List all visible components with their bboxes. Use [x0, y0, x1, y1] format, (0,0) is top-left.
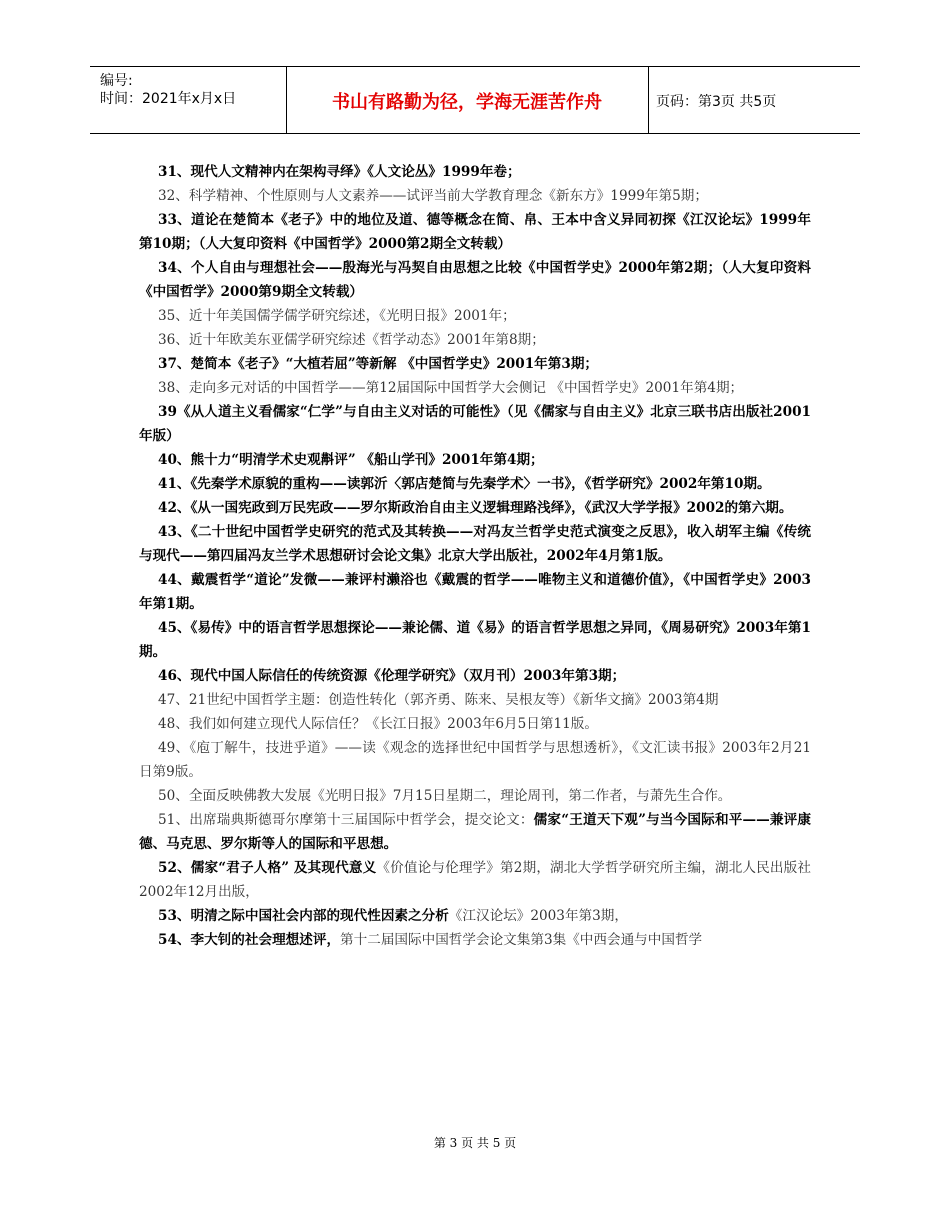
list-item: 34、个人自由与理想社会——殷海光与冯契自由思想之比较《中国哲学史》2000年第2期；（人大复印资料《中国哲学》2000第9期全文转载） [139, 260, 811, 300]
page-footer: 第 3 页 共 5 页 [433, 1136, 517, 1150]
list-item: 40、熊十力“明清学术史观斠评” 《船山学刊》2001年第4期； [158, 452, 544, 468]
motto: 书山有路勤为径，学海无涯苦作舟 [332, 92, 602, 113]
header-middle-cell [286, 67, 649, 133]
header-right-cell [648, 67, 860, 133]
list-item: 44、戴震哲学“道论”发微——兼评村濑浴也《戴震的哲学——唯物主义和道德价值》，《中国哲学史》2003年第1期。 [139, 572, 811, 612]
list-item: 41、《先秦学术原貌的重构——读郭沂〈郭店楚简与先秦学术〉一书》，《哲学研究》2002年第10期。 [158, 476, 771, 492]
list-item: 48、我们如何建立现代人际信任？《长江日报》2003年6月5日第11版。 [158, 716, 598, 732]
list-item [139, 928, 811, 952]
entry-text: 51、出席瑞典斯德哥尔摩第十三届国际中哲学会，提交论文： [158, 812, 534, 828]
list-item: 36、近十年欧美东亚儒学研究综述《哲学动态》2001年第8期； [158, 332, 545, 348]
entry-title-bold: 54、李大钊的社会理想述评， [158, 932, 341, 948]
list-item: 35、近十年美国儒学儒学研究综述，《光明日报》2001年； [158, 308, 516, 324]
page-info: 页码：第3页 共5页 [656, 94, 777, 110]
list-item: 46、现代中国人际信任的传统资源《伦理学研究》（双月刊）2003年第3期； [158, 668, 626, 684]
list-item: 31、现代人文精神内在架构寻绎》《人文论丛》1999年卷； [158, 164, 521, 180]
list-item [139, 856, 811, 904]
list-item: 33、道论在楚简本《老子》中的地位及道、德等概念在简、帛、王本中含义异同初探《江汉论坛》1999年第10期；（人大复印资料《中国哲学》2000第2期全文转载） [139, 212, 811, 252]
entry-title-bold: 52、儒家“君子人格” 及其现代意义 [158, 860, 377, 876]
entry-text: 《江汉论坛》2003年第3期， [448, 908, 628, 924]
header-left-cell [90, 67, 287, 133]
entry-title-bold: 53、明清之际中国社会内部的现代性因素之分析 [158, 908, 449, 924]
entry-text: 第十二届国际中国哲学会论文集第3集《中西会通与中国哲学 [340, 932, 703, 948]
time-label: 时间：2021年x月x日 [100, 91, 237, 107]
list-item: 42、《从一国宪政到万民宪政——罗尔斯政治自由主义逻辑理路浅绎》，《武汉大学学报》2002的第六期。 [158, 500, 793, 516]
list-item: 50、全面反映佛教大发展《光明日报》7月15日星期二，理论周刊，第二作者，与萧先生合作。 [158, 788, 732, 804]
entry-title-bold: 儒家“王道天下观”与当今国际和平——兼评康德、马克思、罗尔斯等人的国际和平思想。 [139, 812, 812, 852]
publication-list [139, 160, 811, 952]
list-item: 39《从人道主义看儒家“仁学”与自由主义对话的可能性》（见《儒家与自由主义》北京三联书店出版社2001年版） [139, 404, 811, 444]
entry-text: 《价值论与伦理学》第2期，湖北大学哲学研究所主编，湖北人民出版社2002年12月出版， [139, 860, 811, 900]
page-header [90, 66, 860, 134]
list-item: 47、21世纪中国哲学主题：创造性转化（郭齐勇、陈来、吴根友等）《新华文摘》2003第4期 [158, 692, 719, 708]
list-item: 43、《二十世纪中国哲学史研究的范式及其转换——对冯友兰哲学史范式演变之反思》，收入胡军主编《传统与现代——第四届冯友兰学术思想研讨会论文集》北京大学出版社，2002年4月第1版。 [139, 524, 811, 564]
list-item: 37、楚简本《老子》“大植若屈”等新解 《中国哲学史》2001年第3期； [158, 356, 599, 372]
list-item [139, 808, 811, 856]
list-item [139, 904, 811, 928]
list-item: 45、《易传》中的语言哲学思想探论——兼论儒、道《易》的语言哲学思想之异同，《周易研究》2003年第1期。 [139, 620, 811, 660]
serial-label: 编号: [100, 73, 133, 89]
list-item: 49、《庖丁解牛，技进乎道》——读《观念的选择世纪中国哲学与思想透析》，《文汇读书报》2003年2月21日第9版。 [139, 740, 811, 780]
list-item: 32、科学精神、个性原则与人文素养——试评当前大学教育理念《新东方》1999年第5期； [158, 188, 708, 204]
list-item: 38、走向多元对话的中国哲学——第12届国际中国哲学大会侧记 《中国哲学史》2001年第4期； [158, 380, 744, 396]
